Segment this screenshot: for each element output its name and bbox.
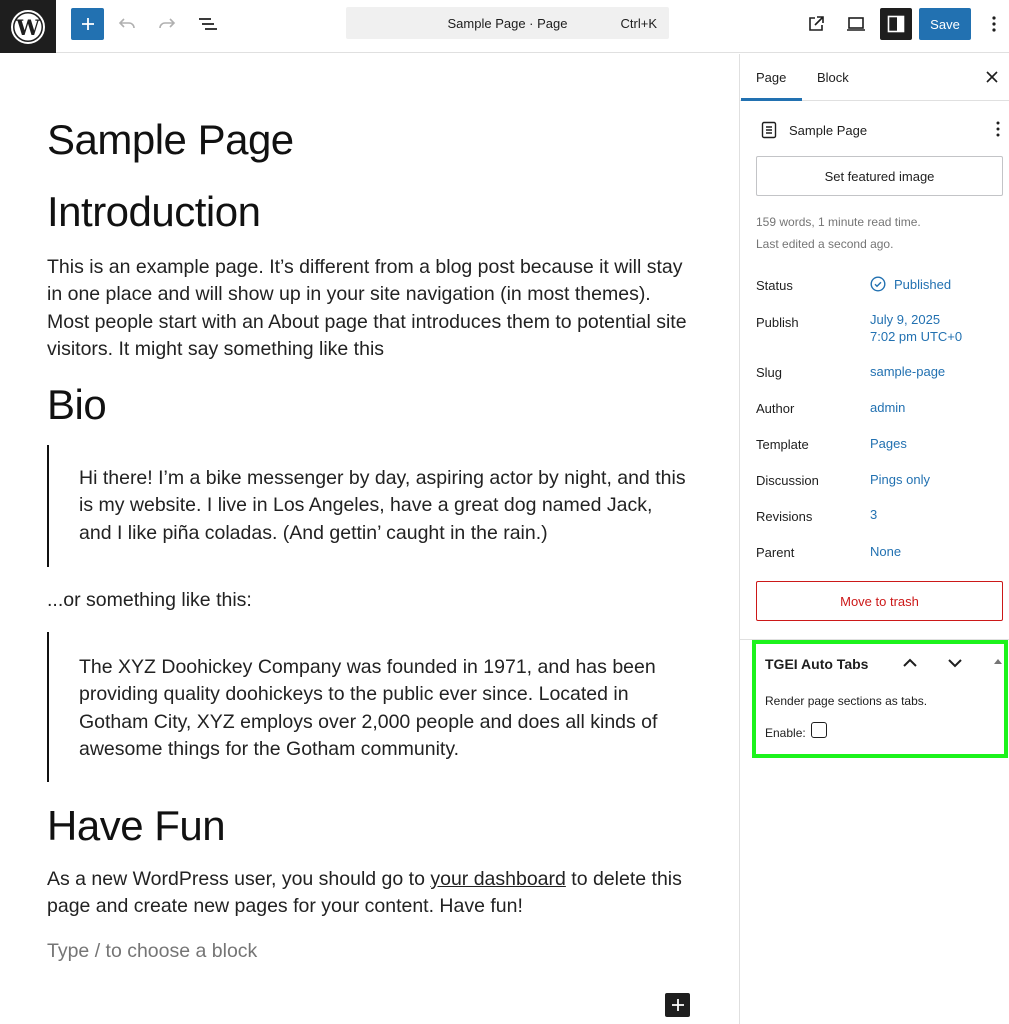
enable-checkbox[interactable]: [811, 722, 827, 738]
settings-toggle-button[interactable]: [880, 8, 912, 40]
word-count: 159 words, 1 minute read time.: [756, 215, 921, 229]
preview-button[interactable]: [842, 8, 870, 40]
caret-up-icon[interactable]: [993, 656, 1003, 666]
list-view-icon: [196, 14, 218, 34]
status-value[interactable]: Published: [894, 277, 952, 292]
close-sidebar-button[interactable]: [982, 67, 1002, 87]
parent-label: Parent: [756, 545, 795, 560]
vertical-ellipsis-icon[interactable]: [995, 120, 1001, 138]
author-value[interactable]: admin: [870, 400, 906, 415]
fun-paragraph[interactable]: [47, 866, 697, 921]
document-name: Sample Page: [789, 123, 868, 138]
intro-paragraph[interactable]: This is an example page. It’s different from a blog post because it will stay in one place and will show up in your site navigation (in most themes). Most people start with an About page that introduces them to potential site visitors. It might say something like this: [47, 256, 687, 360]
publish-label: Publish: [756, 315, 799, 330]
template-value[interactable]: Pages: [870, 436, 907, 451]
tgei-auto-tabs-panel: [752, 640, 1008, 758]
command-shortcut: Ctrl+K: [620, 16, 657, 31]
publish-date[interactable]: July 9, 2025: [870, 312, 941, 327]
tab-block[interactable]: Block: [817, 70, 849, 85]
editor-canvas: [0, 54, 739, 1024]
quote-text[interactable]: The XYZ Doohickey Company was founded in 1971, and has been providing quality doohickeys to the public ever since. Located in Gotham City, XYZ employs over 2,000 people and does all kinds of awesome things for the Gotham community.: [79, 656, 658, 761]
list-view-button[interactable]: [193, 8, 221, 40]
external-link-icon: [806, 14, 826, 34]
wordpress-logo-icon[interactable]: [0, 0, 56, 53]
chevron-up-icon[interactable]: [901, 654, 919, 672]
active-tab-indicator: [741, 98, 802, 101]
block-appender[interactable]: Type / to choose a block: [47, 940, 258, 962]
undo-button[interactable]: [113, 8, 141, 40]
close-icon: [986, 71, 998, 83]
revisions-value[interactable]: 3: [870, 507, 878, 522]
page-icon: [761, 121, 777, 139]
quote-block[interactable]: [47, 445, 687, 567]
heading-have-fun[interactable]: Have Fun: [47, 802, 226, 849]
settings-sidebar: [739, 54, 1009, 1024]
vertical-ellipsis-icon: [991, 15, 997, 33]
fun-text: to delete this page and create new pages for your content. Have fun!: [47, 868, 682, 918]
quote-block[interactable]: [47, 632, 687, 782]
svg-text:W: W: [16, 14, 40, 40]
dashboard-link[interactable]: your dashboard: [430, 868, 566, 890]
sidebar-toggle-icon: [886, 14, 906, 34]
heading-introduction[interactable]: Introduction: [47, 188, 261, 235]
save-button[interactable]: Save: [919, 8, 971, 40]
block-inserter-button[interactable]: [665, 993, 690, 1017]
document-summary: [756, 121, 1001, 139]
redo-button[interactable]: [153, 8, 181, 40]
published-check-icon: [870, 276, 886, 292]
author-label: Author: [756, 401, 795, 416]
or-paragraph[interactable]: ...or something like this:: [47, 589, 252, 611]
desktop-preview-icon: [845, 14, 867, 34]
enable-label: Enable:: [765, 726, 806, 740]
discussion-label: Discussion: [756, 473, 819, 488]
status-label: Status: [756, 278, 793, 293]
undo-icon: [117, 14, 137, 34]
add-block-button[interactable]: [71, 8, 104, 40]
move-to-trash-button[interactable]: Move to trash: [756, 581, 1003, 621]
quote-text[interactable]: Hi there! I’m a bike messenger by day, aspiring actor by night, and this is my website. I live in Los Angeles, have a great dog named Jack, and I like piña coladas. (And gettin’ caught in the rain.): [79, 467, 686, 544]
plus-icon: [671, 998, 685, 1012]
template-label: Template: [756, 437, 809, 452]
discussion-value[interactable]: Pings only: [870, 472, 930, 487]
revisions-label: Revisions: [756, 509, 813, 524]
options-menu-button[interactable]: [983, 8, 1005, 40]
redo-icon: [157, 14, 177, 34]
publish-time[interactable]: 7:02 pm UTC+0: [870, 329, 963, 344]
heading-bio[interactable]: Bio: [47, 381, 107, 428]
view-page-button[interactable]: [803, 8, 829, 40]
parent-value[interactable]: None: [870, 544, 902, 559]
command-palette-bar[interactable]: [346, 7, 669, 39]
last-edited: Last edited a second ago.: [756, 237, 894, 251]
page-title[interactable]: Sample Page: [47, 116, 294, 163]
slug-value[interactable]: sample-page: [870, 364, 946, 379]
slug-label: Slug: [756, 365, 783, 380]
tab-page[interactable]: Page: [756, 70, 787, 85]
document-title: Sample Page · Page: [447, 16, 568, 31]
fun-text: As a new WordPress user, you should go to: [47, 868, 431, 890]
panel-description: Render page sections as tabs.: [765, 694, 928, 708]
sidebar-tabs: [740, 54, 1009, 101]
plus-icon: [80, 16, 96, 32]
set-featured-image-button[interactable]: Set featured image: [756, 156, 1003, 196]
chevron-down-icon[interactable]: [946, 654, 964, 672]
editor-top-toolbar: [0, 0, 1009, 53]
panel-title[interactable]: TGEI Auto Tabs: [765, 656, 869, 672]
